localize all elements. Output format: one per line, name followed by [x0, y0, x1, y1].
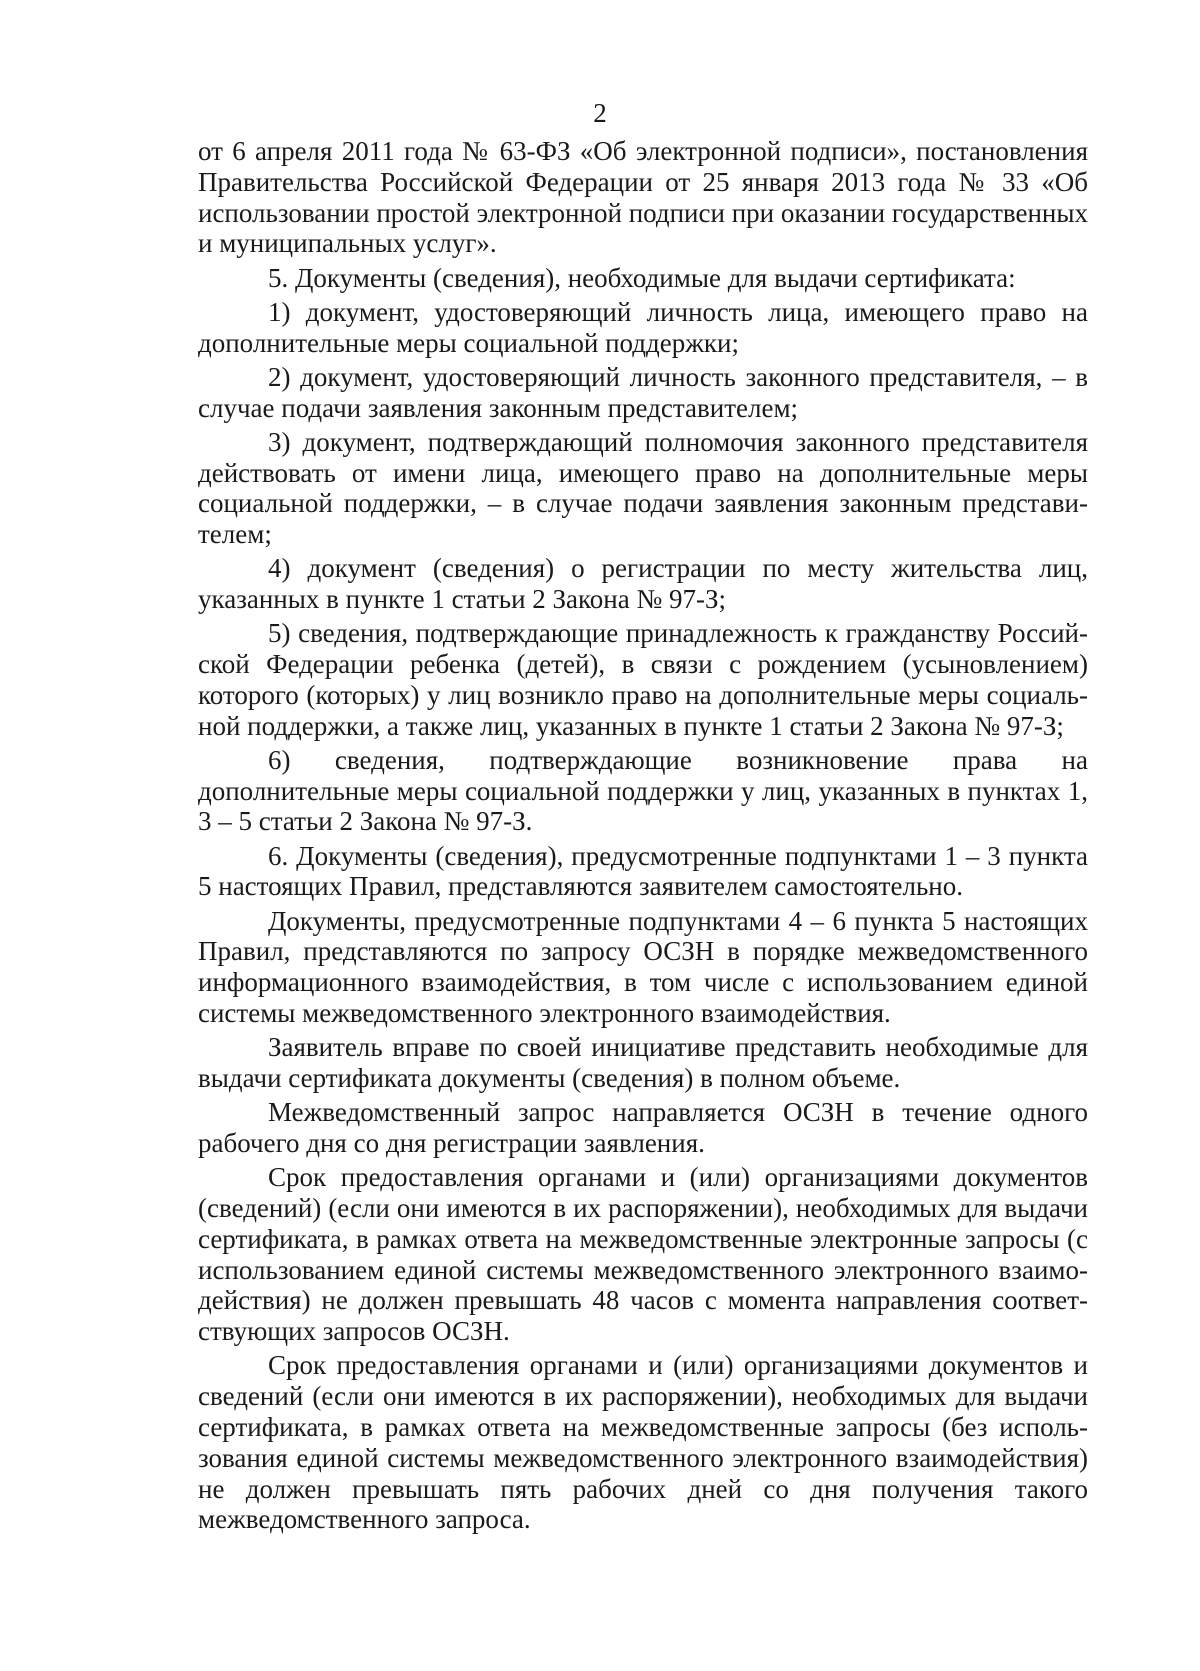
paragraph-subitem-3: 3) документ, подтверждающий полномочия законного представителя действовать от имени лица, имеющего право на дополнительные меры социальной поддержки, – в случае подачи заявления законным представителем; — [198, 426, 1088, 550]
document-body — [198, 136, 1088, 1539]
paragraph-subitem-1: 1) документ, удостоверяющий личность лица, имеющего право на дополнительные меры социальной поддержки; — [198, 296, 1088, 358]
paragraph-deadline-electronic: Срок предоставления органами и (или) организациями документов (сведений) (если они имеются в их распоряжении), необходимых для выдачи сертификата, в рамках ответа на межведомственные электронные запросы (с использованием единой системы межведомственного электронного взаимодействия) не должен превышать 48 часов с момента направления соответствующих запросов ОСЗН. — [198, 1162, 1088, 1347]
paragraph-subitem-5: 5) сведения, подтверждающие принадлежность к гражданству Российской Федерации ребенка (детей), в связи с рождением (усыновлением) которого (которых) у лиц возникло право на дополнительные меры социальной поддержки, а также лиц, указанных в пункте 1 статьи 2 Закона № 97-З; — [198, 618, 1088, 741]
paragraph-interagency-request: Межведомственный запрос направляется ОСЗН в течение одного рабочего дня со дня регистрации заявления. — [198, 1097, 1088, 1158]
paragraph-subitem-2: 2) документ, удостоверяющий личность законного представителя, – в случае подачи заявления законным представителем; — [198, 361, 1088, 423]
paragraph-deadline-non-electronic: Срок предоставления органами и (или) организациями документов и сведений (если они имеются в их распоряжении), необходимых для выдачи сертификата, в рамках ответа на межведомственные запросы (без использования единой системы межведомственного электронного взаимодействия) не должен превышать пять рабочих дней со дня получения такого межведомственного запроса. — [198, 1350, 1088, 1535]
paragraph-item-6: 6. Документы (сведения), предусмотренные подпунктами 1 – 3 пункта 5 настоящих Правил, представляются заявителем самостоятельно. — [198, 840, 1088, 902]
paragraph-subitem-6: 6) сведения, подтверждающие возникновение права на дополнительные меры социальной поддержки у лиц, указанных в пунктах 1, 3 – 5 статьи 2 Закона № 97-З. — [198, 744, 1088, 837]
paragraph-item-5: 5. Документы (сведения), необходимые для выдачи сертификата: — [268, 262, 1016, 293]
paragraph-documents-by-request: Документы, предусмотренные подпунктами 4 – 6 пункта 5 настоящих Правил, представляются по запросу ОСЗН в порядке межведомственного информационного взаимодействия, в том числе с использованием единой системы межведомственного электронного взаимодействия. — [198, 905, 1088, 1029]
paragraph-continuation: от 6 апреля 2011 года № 63-ФЗ «Об электронной подписи», постановления Правительства Российской Федерации от 25 января 2013 года № 33 «Об использовании простой электронной подписи при оказании государственных и муниципальных услуг». — [198, 136, 1088, 259]
page-number: 2 — [593, 98, 607, 128]
paragraph-applicant-right: Заявитель вправе по своей инициативе представить необходимые для выдачи сертификата документы (сведения) в полном объеме. — [198, 1032, 1088, 1094]
paragraph-subitem-4: 4) документ (сведения) о регистрации по месту жительства лиц, указанных в пункте 1 статьи 2 Закона № 97-З; — [198, 553, 1088, 615]
